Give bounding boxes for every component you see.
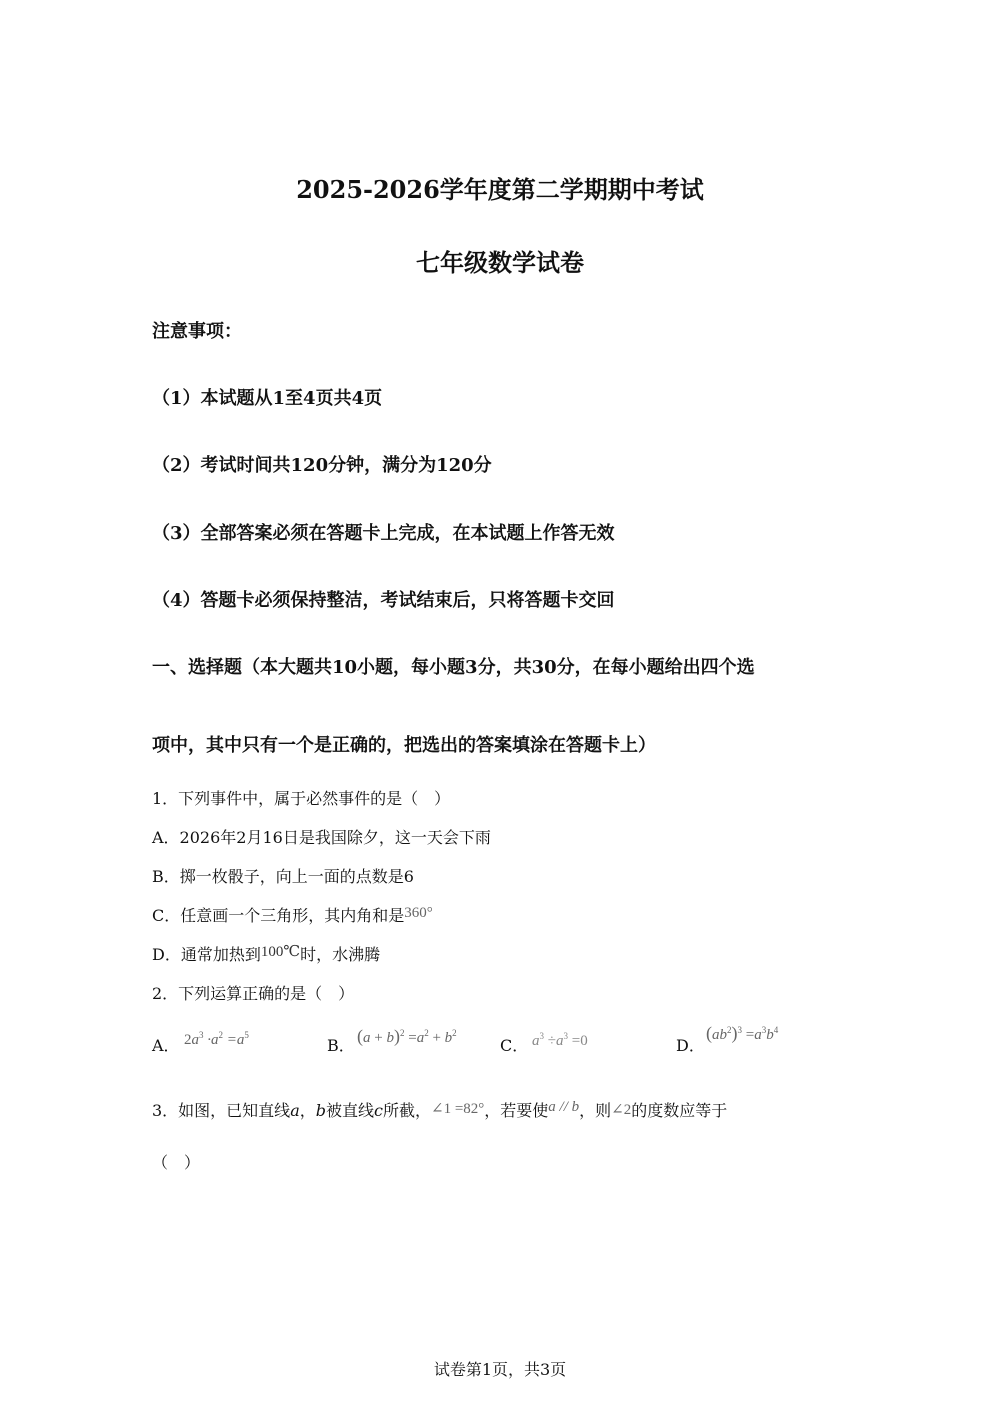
exam-title: 2025-2026学年度第二学期期中考试 [296, 175, 704, 204]
q1-option-d [152, 942, 380, 965]
q3-angle-1: ∠1 =82° [431, 1101, 485, 1117]
notice-item-3: （3）全部答案必须在答题卡上完成，在本试题上作答无效 [152, 523, 615, 544]
q1-option-c-math: 360° [404, 905, 433, 921]
q3-text-5: ，则 [579, 1101, 612, 1120]
q3-comma: ， [299, 1101, 316, 1120]
q3-text-6: 的度数应等于 [631, 1101, 728, 1120]
q2-option-c-label: C． [500, 1036, 529, 1055]
q3-var-a: a [290, 1101, 300, 1120]
q3-text-4: ，若要使 [484, 1101, 549, 1120]
q1-stem: 1．下列事件中，属于必然事件的是（ ） [152, 789, 451, 808]
q1-option-c-text: C．任意画一个三角形，其内角和是 [152, 906, 405, 925]
q1-option-d-math: 100℃ [260, 944, 301, 960]
q3-text-3: 所截， [382, 1101, 431, 1120]
q2-stem: 2．下列运算正确的是（ ） [152, 984, 355, 1003]
q2-option-d-expr: $(ab^2)^3 =a^3b^4$ [706, 1023, 779, 1043]
q3-answer-paren: （ ） [152, 1153, 201, 1172]
q3-var-c: c [374, 1101, 383, 1120]
q2-option-a-label: A． [152, 1036, 180, 1055]
q2-option-b-expr: $(a + b)^2 =a^2 + b^2$ [357, 1026, 457, 1046]
q2-option-a-expr: $2a^3 \cdot a^2 =a^5$ [184, 1030, 249, 1048]
section-heading-line-2: 项中，其中只有一个是正确的，把选出的答案填涂在答题卡上） [152, 735, 656, 756]
q3-angle-2: ∠2 [611, 1102, 632, 1118]
q3-parallel: a // b [548, 1099, 580, 1115]
q3-var-b: b [315, 1101, 326, 1120]
notice-item-2: （2）考试时间共120分钟，满分为120分 [152, 455, 492, 476]
q1-option-a: A．2026年2月16日是我国除夕，这一天会下雨 [152, 828, 491, 847]
q3-text-1: 3．如图，已知直线 [152, 1101, 291, 1120]
q1-option-d-pre: D．通常加热到 [152, 945, 261, 964]
q3-text-2: 被直线 [326, 1101, 375, 1120]
section-heading-line-1: 一、选择题（本大题共10小题，每小题3分，共30分，在每小题给出四个选 [152, 657, 755, 678]
q1-option-c [152, 903, 433, 926]
q2-option-b-label: B． [327, 1036, 355, 1055]
page-footer: 试卷第1页，共3页 [433, 1360, 567, 1379]
exam-subtitle: 七年级数学试卷 [416, 248, 584, 277]
q2-option-d-label: D． [676, 1036, 705, 1055]
q2-option-c-expr: $a^3 \div a^3 =0$ [532, 1031, 588, 1049]
notice-item-4: （4）答题卡必须保持整洁，考试结束后，只将答题卡交回 [152, 590, 615, 611]
q1-option-b: B．掷一枚骰子，向上一面的点数是6 [152, 867, 414, 886]
q3-stem [152, 1098, 727, 1121]
notice-heading: 注意事项： [152, 321, 242, 342]
notice-item-1: （1）本试题从1至4页共4页 [152, 388, 383, 409]
q1-option-d-post: 时，水沸腾 [300, 945, 381, 964]
